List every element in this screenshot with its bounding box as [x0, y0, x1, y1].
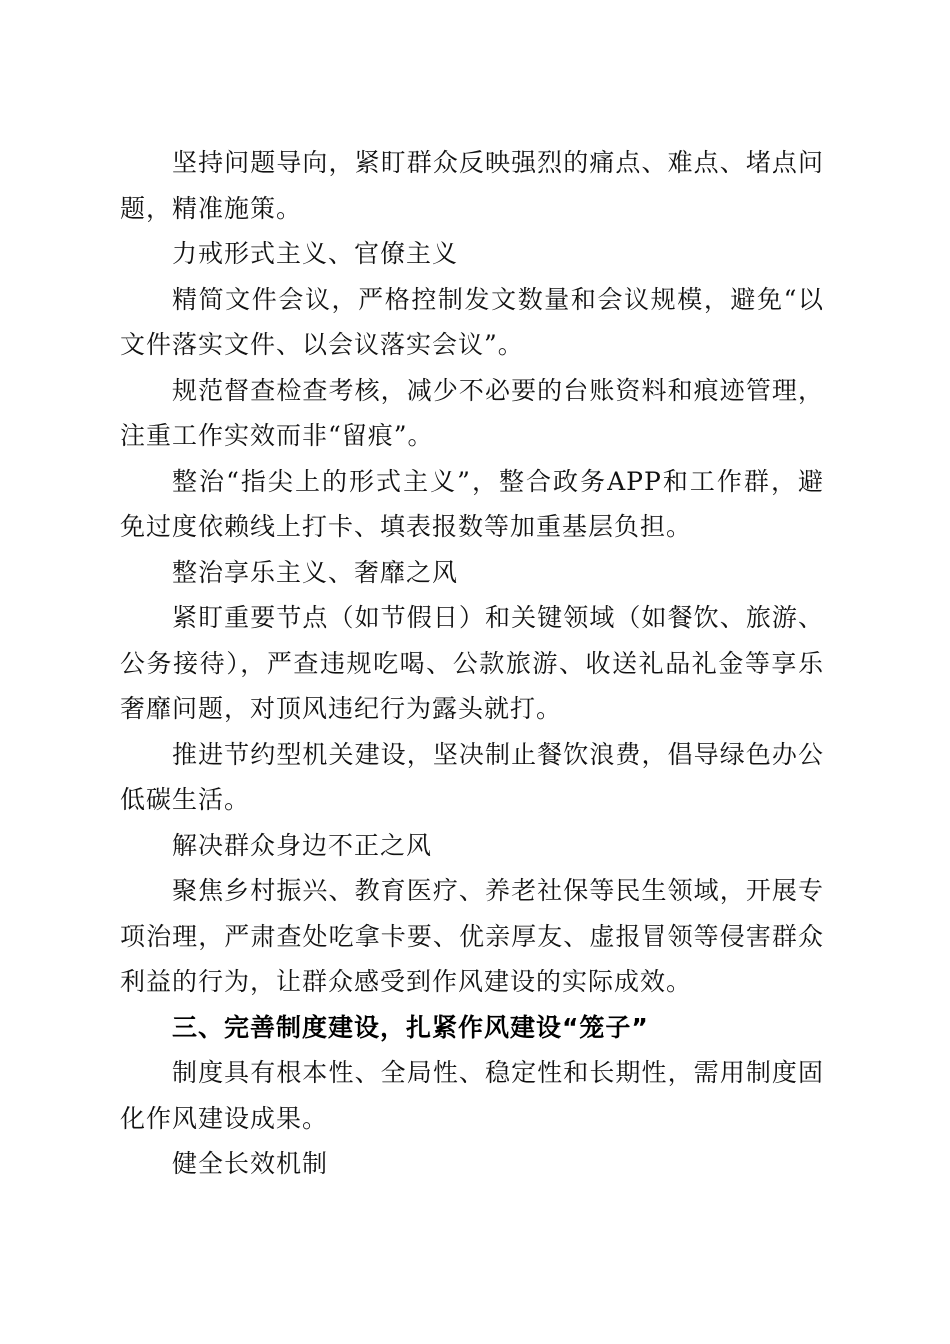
paragraph: 推进节约型机关建设，坚决制止餐饮浪费，倡导绿色办公低碳生活。: [120, 739, 824, 814]
subheading: 解决群众身边不正之风: [172, 830, 433, 860]
subheading: 整治享乐主义、奢靡之风: [172, 557, 459, 587]
paragraph: 聚焦乡村振兴、教育医疗、养老社保等民生领域，开展专项治理，严肃查处吃拿卡要、优亲厚友、虚报冒领等侵害群众利益的行为，让群众感受到作风建设的实际成效。: [120, 876, 824, 996]
subheading: 健全长效机制: [172, 1149, 329, 1178]
document-body: [120, 140, 824, 1187]
subheading: 力戒形式主义、官僚主义: [172, 239, 459, 268]
paragraph: 规范督查检查考核，减少不必要的台账资料和痕迹管理，注重工作实效而非“留痕”。: [120, 375, 824, 450]
section-heading: 三、完善制度建设，扎紧作风建设“笼子”: [172, 1012, 649, 1042]
paragraph: 紧盯重要节点（如节假日）和关键领域（如餐饮、旅游、公务接待），严查违规吃喝、公款旅游、收送礼品礼金等享乐奢靡问题，对顶风违纪行为露头就打。: [120, 603, 824, 723]
paragraph: 制度具有根本性、全局性、稳定性和长期性，需用制度固化作风建设成果。: [120, 1058, 824, 1133]
paragraph: 整治“指尖上的形式主义”，整合政务APP和工作群，避免过度依赖线上打卡、填表报数等加重基层负担。: [120, 466, 824, 541]
paragraph: 坚持问题导向，紧盯群众反映强烈的痛点、难点、堵点问题，精准施策。: [120, 148, 824, 223]
paragraph: 精简文件会议，严格控制发文数量和会议规模，避免“以文件落实文件、以会议落实会议”。: [120, 284, 824, 359]
